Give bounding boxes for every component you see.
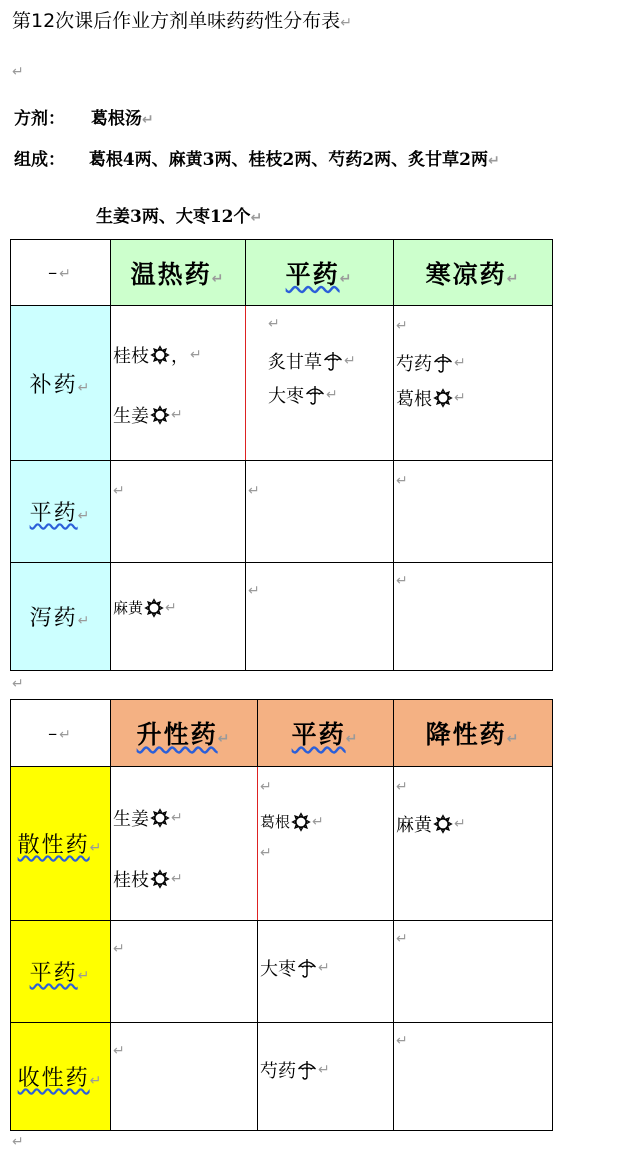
cell-dispersing-falling: ↵ 麻黄 ↵ [394, 767, 553, 921]
cell-tonic-warm [111, 306, 246, 461]
cell-dispersing-rising [111, 767, 258, 921]
header-neutral: 平药↵ [246, 240, 394, 306]
herb-item: 葛根 ↵ [396, 389, 466, 410]
cell-astringent-rising: ↵ [111, 1023, 258, 1131]
paragraph-mark: ↵ [12, 676, 24, 692]
composition-line-2: 生姜3两、大枣12个↵ [96, 207, 263, 227]
herb-item: 大枣 ↵ [260, 959, 330, 980]
herb-item: 大枣 ↵ [268, 386, 338, 407]
herb-item: 麻黄 ↵ [113, 599, 177, 617]
herb-item: 桂枝 ↵ [113, 870, 183, 891]
umbrella-icon [297, 958, 317, 978]
sun-icon [291, 812, 311, 832]
composition-line1: 葛根4两、麻黄3两、桂枝2两、芍药2两、炙甘草2两 [88, 150, 488, 170]
cell-neutral-neutral: ↵ [246, 461, 394, 563]
corner-cell: –↵ [11, 700, 111, 767]
herb-item: 生姜 ↵ [113, 406, 183, 427]
cell-purge-neutral: ↵ [246, 563, 394, 671]
warmth-table [10, 239, 553, 671]
cell-tonic-cold: ↵ 芍药 ↵ 葛根 ↵ [394, 306, 553, 461]
composition-line: 组成： 葛根4两、麻黄3两、桂枝2两、芍药2两、炙甘草2两↵ [14, 150, 500, 170]
herb-item: 炙甘草 ↵ [268, 352, 356, 373]
herb-item: 桂枝 ， ↵ [113, 346, 202, 367]
herb-item: 麻黄 ↵ [396, 815, 466, 836]
row-header-neutral: 平药↵ [11, 461, 111, 563]
row-header-purge: 泻药↵ [11, 563, 111, 671]
cell-neutral-rising: ↵ [111, 921, 258, 1023]
formula-line: 方剂： 葛根汤↵ [14, 109, 154, 129]
sun-icon [150, 808, 170, 828]
sun-icon [144, 598, 164, 618]
header-neutral: 平药↵ [258, 700, 394, 767]
formula-name: 葛根汤 [90, 109, 142, 129]
document-title: 第12次课后作业方剂单味药药性分布表↵ [12, 10, 352, 32]
cell-neutral-cold: ↵ [394, 461, 553, 563]
sun-icon [433, 388, 453, 408]
sun-icon [433, 814, 453, 834]
formula-label: 方剂： [14, 109, 65, 129]
cell-neutral-warm: ↵ [111, 461, 246, 563]
row-header-neutral: 平药↵ [11, 921, 111, 1023]
header-falling: 降性药↵ [394, 700, 553, 767]
umbrella-icon [305, 385, 325, 405]
herb-item: 生姜 ↵ [113, 809, 183, 830]
umbrella-icon [433, 353, 453, 373]
row-header-tonic: 补药↵ [11, 306, 111, 461]
herb-item: 芍药 ↵ [260, 1061, 330, 1082]
cell-neutral-falling: ↵ [394, 921, 553, 1023]
herb-item: 芍药 ↵ [396, 354, 466, 375]
header-rising: 升性药↵ [111, 700, 258, 767]
cell-purge-cold: ↵ [394, 563, 553, 671]
row-header-astringent: 收性药↵ [11, 1023, 111, 1131]
paragraph-mark: ↵ [12, 1134, 24, 1150]
cell-tonic-neutral: ↵ 炙甘草 ↵ 大枣 ↵ [246, 306, 394, 461]
header-warm: 温热药↵ [111, 240, 246, 306]
composition-label: 组成： [14, 150, 65, 170]
herb-item: 葛根 ↵ [260, 813, 324, 831]
cell-neutral-neutral [258, 921, 394, 1023]
row-header-dispersing: 散性药↵ [11, 767, 111, 921]
umbrella-icon [323, 351, 343, 371]
sun-icon [150, 405, 170, 425]
direction-table [10, 699, 553, 1131]
cell-purge-warm [111, 563, 246, 671]
composition-line2: 生姜3两、大枣12个 [96, 207, 251, 227]
header-cold: 寒凉药↵ [394, 240, 553, 306]
cell-astringent-falling: ↵ [394, 1023, 553, 1131]
umbrella-icon [297, 1060, 317, 1080]
corner-cell: –↵ [11, 240, 111, 306]
cell-astringent-neutral [258, 1023, 394, 1131]
paragraph-mark: ↵ [12, 64, 24, 80]
sun-icon [150, 869, 170, 889]
cell-dispersing-neutral: ↵ 葛根 ↵ ↵ [258, 767, 394, 921]
sun-icon [150, 345, 170, 365]
